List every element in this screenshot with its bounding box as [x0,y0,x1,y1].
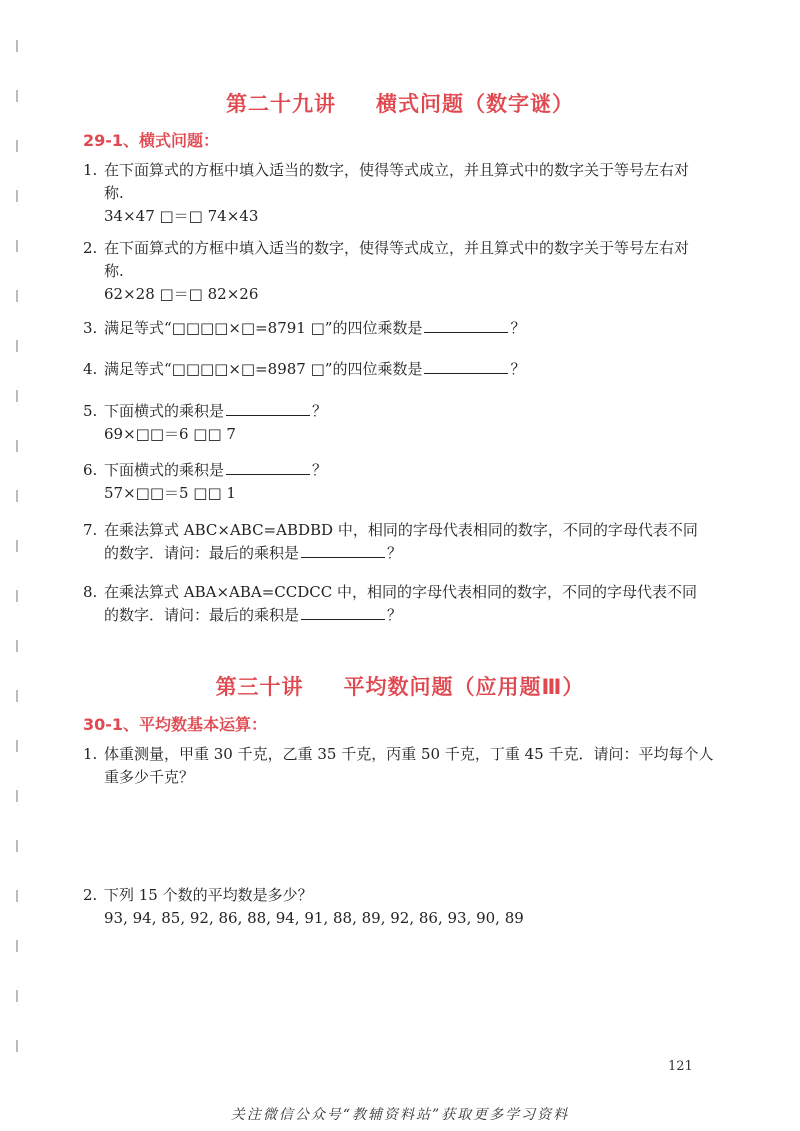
problem-30-1 [83,743,723,789]
section-title-topic: 平均数问题（应用题Ⅲ） [343,675,585,699]
problem-text: 称. [104,184,124,202]
subsection-title-29-1: 29-1、横式问题： [83,131,220,150]
problem-number: 8. [83,583,98,601]
question-mark: ？ [387,606,403,624]
problem-number: 6. [83,461,98,479]
section-title-lecture: 第三十讲 [215,675,304,699]
problem-29-8 [83,581,723,627]
problem-text: 下面横式的乘积是 [104,461,225,479]
answer-blank[interactable] [424,358,508,374]
page-number: 121 [668,1059,693,1074]
problem-text: 的数字．请问：最后的乘积是 [104,544,300,562]
section-title-30 [0,671,800,701]
problem-equation: 57×□□＝5 □□ 1 [104,484,236,502]
answer-blank[interactable] [226,459,310,475]
problem-text: 在下面算式的方框中填入适当的数字，使得等式成立，并且算式中的数字关于等号左右对 [104,239,690,257]
question-mark: ？ [312,461,328,479]
problem-29-6 [83,459,723,505]
problem-number: 1. [83,161,98,179]
binding-margin [10,0,30,1131]
section-title-lecture: 第二十九讲 [226,92,336,116]
problem-text: 体重测量，甲重 30 千克，乙重 35 千克，丙重 50 千克，丁重 45 千克．请问：平均每个人 [104,745,714,763]
problem-text: 在下面算式的方框中填入适当的数字，使得等式成立，并且算式中的数字关于等号左右对 [104,161,690,179]
section-title-topic: 横式问题（数字谜） [376,92,574,116]
problem-number: 5. [83,402,98,420]
problem-text: 在乘法算式 ABC×ABC=ABDBD 中，相同的字母代表相同的数字，不同的字母代表不同 [104,521,698,539]
footer-note: 关注微信公众号“教辅资料站”获取更多学习资料 [230,1107,570,1123]
problem-text: 在乘法算式 ABA×ABA=CCDCC 中，相同的字母代表相同的数字，不同的字母代表不同 [104,583,697,601]
problem-equation: 62×28 □＝□ 82×26 [104,285,259,303]
problem-equation: 69×□□＝6 □□ 7 [104,425,236,443]
problem-number: 4. [83,360,98,378]
problem-number: 2. [83,239,98,257]
problem-number: 7. [83,521,98,539]
problem-number: 2. [83,886,98,904]
question-mark: ？ [387,544,403,562]
problem-text: 下列 15 个数的平均数是多少？ [104,886,313,904]
problem-29-4 [83,358,723,381]
problem-text: 下面横式的乘积是 [104,402,225,420]
problem-29-1 [83,159,723,228]
problem-text: 称. [104,262,124,280]
question-mark: ？ [510,360,526,378]
problem-text: 满足等式“□□□□×□=8987 □”的四位乘数是 [104,360,423,378]
question-mark: ？ [510,319,526,337]
section-title-29 [0,88,800,118]
problem-text: 满足等式“□□□□×□=8791 □”的四位乘数是 [104,319,423,337]
problem-number: 3. [83,319,98,337]
answer-blank[interactable] [301,542,385,558]
problem-equation: 34×47 □＝□ 74×43 [104,207,259,225]
question-mark: ？ [312,402,328,420]
number-list: 93, 94, 85, 92, 86, 88, 94, 91, 88, 89, 92, 86, 93, 90, 89 [104,909,524,927]
answer-blank[interactable] [226,400,310,416]
problem-number: 1. [83,745,98,763]
problem-29-7 [83,519,723,565]
problem-29-5 [83,400,723,446]
subsection-title-30-1: 30-1、平均数基本运算： [83,715,268,734]
problem-text: 的数字．请问：最后的乘积是 [104,606,300,624]
problem-29-2 [83,237,723,306]
problem-30-2 [83,884,723,930]
problem-29-3 [83,317,723,340]
problem-text: 重多少千克？ [104,768,195,786]
answer-blank[interactable] [301,604,385,620]
answer-blank[interactable] [424,317,508,333]
